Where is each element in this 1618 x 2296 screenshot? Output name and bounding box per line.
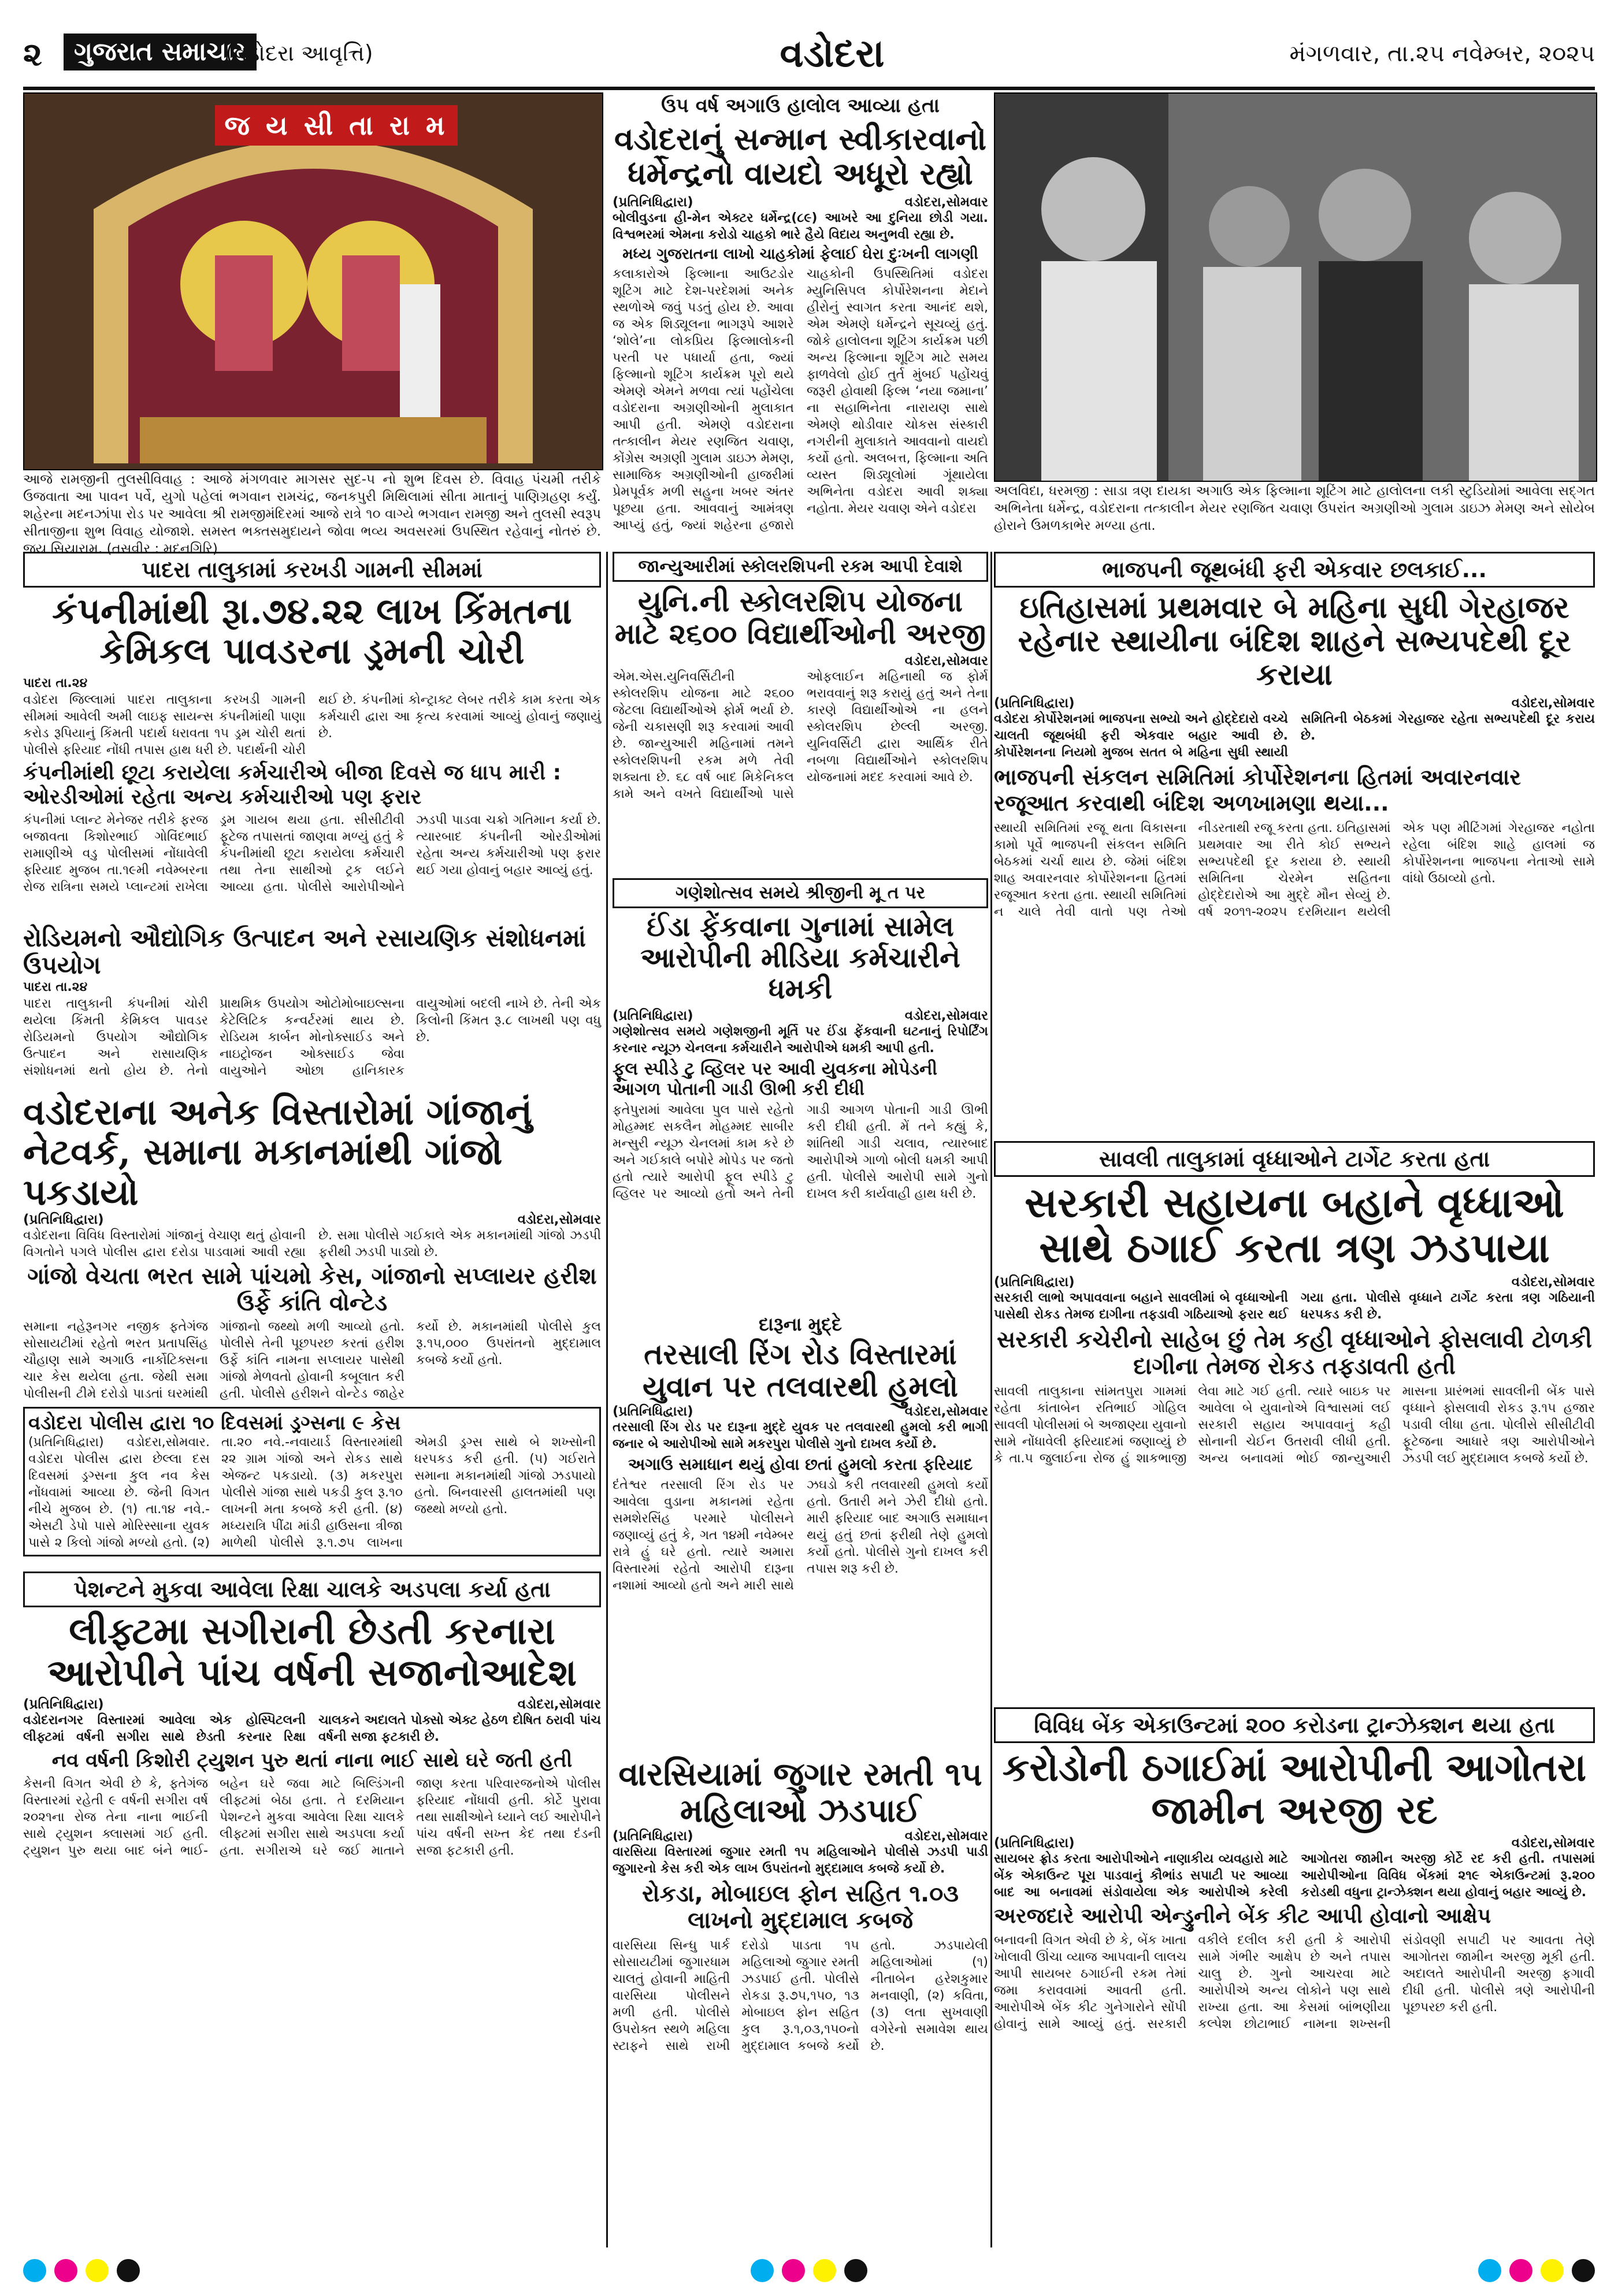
- article-rhodium: [23, 924, 601, 1086]
- lead: તરસાલી રિંગ રોડ પર દારૂના મુદ્દે યુવક પર તલવારથી હુમલો કરી ભાગી જનાર બે આરોપીઓ સામે મકરપુરા પોલીસે ગુનો દાખલ કર્યો છે.: [613, 1420, 988, 1451]
- registration-dot: [782, 2259, 805, 2282]
- article-ganesh: [613, 878, 988, 1306]
- subhead: અગાઉ સમાધાન થયું હોવા છતાં હુમલો કરતા ફરિયાદ: [628, 1455, 973, 1474]
- article-tarsali: [613, 1312, 988, 1751]
- lead: ગણેશોત્સવ સમયે ગણેશજીની મૂર્તિ પર ઈંડા ફેંકવાની ઘટનાનું રિપોર્ટિંગ કરનાર ન્યૂઝ ચેનલના કર્મચારીને આરોપીએ ધમકી આપી હતી.: [613, 1024, 988, 1056]
- issue-date: મંગળવાર, તા.૨૫ નવેમ્બર, ૨૦૨૫: [1289, 40, 1595, 67]
- subhead: ભાજપની સંકલન સમિતિમાં કોર્પોરેશનના હિતમાં અવારનવાર રજૂઆત કરવાથી બંદિશ અળખામણા થયા...: [994, 764, 1521, 816]
- headline: તરસાલી રિંગ રોડ વિસ્તારમાં યુવાન પર તલવારથી હુમલો: [642, 1337, 959, 1403]
- column-rule: [606, 552, 608, 2247]
- registration-dot: [1541, 2259, 1564, 2282]
- registration-bar: [23, 2256, 1595, 2285]
- temple-caption: આજે રામજીની તુલસીવિવાહ : આજે મંગળવાર માગસર સુદ-૫ નો શુભ દિવસ છે. વિવાહ પંચમી તરીકે ઉજવાતા આ પાવન પર્વે, યુગો પહેલાં ભગવાન રામચંદ્ર, જનકપુરી મિથિલામાં સીતા માતાનું પાણિગ્રહણ કર્યું. શહેરના મદનઝાંપા રોડ પર આવેલા શ્રી રામજીમંદિરમાં આજે રાત્રે ૧૦ વાગ્યે ભગવાન રામજી અને તુલસી સ્વરૂપ સીતાજીના શુભ વિવાહ યોજાશે. સમસ્ત ભક્તસમુદાયને જોવા ભવ્ય અવસરમાં ઉપસ્થિત રહેવાનું નોતરું છે. જય સિયારામ. (તસવીર : મદનગિરિ): [23, 472, 601, 556]
- body-text: કેસની વિગત એવી છે કે, ફતેગંજ વિસ્તારમાં રહેતી ૯ વર્ષની સગીરા વર્ષ ૨૦૨૧ના રોજ તેના નાના ભાઈની સાથે ટ્યુશન ક્લાસમાં ગઈ હતી. ટ્યુશન પુરુ થયા બાદ બંને ભાઈ-બહેન ઘરે જવા માટે બિલ્ડિંગની લીફ્ટમાં બેઠા હતા. તે દરમિયાન પેશન્ટને મુકવા આવેલા રિક્ષા ચાલકે લીફ્ટમાં સગીરા સાથે અડપલા કર્યા હતા. સગીરાએ ઘરે જઈ માતાને જાણ કરતા પરિવારજનોએ પોલીસ ફરિયાદ નોંધાવી હતી. કોર્ટે પુરાવા તથા સાક્ષીઓને ધ્યાને લઈ આરોપીને પાંચ વર્ષની સખ્ત કેદ તથા દંડની સજા ફટકારી હતી.: [23, 1777, 601, 1859]
- lead: વડોદરા કોર્પોરેશનમાં ભાજપના સભ્યો અને હોદ્દેદારો વચ્ચે ચાલતી જૂથબંધી ફરી એકવાર બહાર આવી છે. કોર્પોરેશનના નિયમો મુજબ સતત બે મહિના સુધી સ્થાયી સમિતિની બેઠકમાં ગેરહાજર રહેતા સભ્યપદેથી દૂર કરાય છે.: [994, 711, 1595, 760]
- folio-header: [23, 23, 1595, 90]
- headline: વડોદરાનું સન્માન સ્વીકારવાનો ધર્મેન્દ્રનો વાયદો અધૂરો રહ્યો: [614, 120, 987, 192]
- body-text-2: કંપનીમાં પ્લાન્ટ મેનેજર તરીકે ફરજ બજાવતા કિશોરભાઈ ગોવિંદભાઈ રામાણીએ વડુ પોલીસમાં નોંધાવેલી ફરિયાદ મુજબ તા.૧૯મી નવેમ્બરના રોજ રાત્રિના સમયે પ્લાન્ટમાં રાખેલા ડ્રમ ગાયબ થયા હતા. સીસીટીવી ફૂટેજ તપાસતાં જાણવા મળ્યું હતું કે કંપનીમાંથી છૂટા કરાયેલા કર્મચારી તથા તેના સાથીઓ ટ્રક લઈને આવ્યા હતા. પોલીસે આરોપીઓને ઝડપી પાડવા ચક્રો ગતિમાન કર્યા છે. ત્યારબાદ કંપનીની ઓરડીઓમાં રહેતા અન્ય કર્મચારીઓ પણ ફરાર થઈ ગયા હોવાનું બહાર આવ્યું હતું.: [23, 812, 601, 894]
- article-bank: [994, 1707, 1595, 2247]
- byline: (પ્રતિનિધિદ્વારા) વડોદરા,સોમવાર: [613, 1829, 988, 1844]
- lead: વડોદરાના વિવિધ વિસ્તારોમાં ગાંજાનું વેચાણ થતું હોવાની વિગતોને પગલે પોલીસ દ્વારા દરોડા પાડવામાં આવી રહ્યા છે. સમા પોલીસે ગઈકાલે એક મકાનમાંથી ગાંજો ઝડપી ફરીથી ઝડપી પાડ્યો છે.: [23, 1228, 601, 1260]
- lead: વડોદરાનગર વિસ્તારમાં આવેલા એક હોસ્પિટલની લીફ્ટમાં વર્ષની સગીરા સાથે છેડતી કરનાર રિક્ષા ચાલકને અદાલતે પોક્સો એક્ટ હેઠળ દોષિત ઠરાવી પાંચ વર્ષની સજા ફટકારી છે.: [23, 1713, 601, 1745]
- box-body: (પ્રતિનિધિદ્વારા) વડોદરા,સોમવાર. વડોદરા પોલીસ દ્વારા છેલ્લા દસ દિવસમાં ડ્રગ્સના કુલ નવ કેસ નોંધવામાં આવ્યા છે. જેની વિગત નીચે મુજબ છે. (૧) તા.૧૪ નવે.-એસટી ડેપો પાસે મોરિસ્સાના યુવક પાસે ૨ કિલો ગાંજો મળ્યો હતો. (૨) તા.૨૦ નવે.-નવાયાર્ડ વિસ્તારમાંથી ૨૨ ગ્રામ ગાંજો અને રોકડ સાથે એજન્ટ પકડાયો. (૩) મકરપુરા પોલીસે ગાંજા સાથે પકડી કુલ રૂ.૧૦ લાખની મતા કબજે કરી હતી. (૪) મધ્યરાત્રિ પીંઢા માંડી હાઉસના ત્રીજા માળેથી પોલીસે રૂ.૧.૭૫ લાખના એમડી ડ્રગ્સ સાથે બે શખ્સોની ધરપકડ કરી હતી. (૫) ગઈરાતે સમાના મકાનમાંથી ગાંજો ઝડપાયો હતો. બિનવારસી હાલતમાંથી પણ જથ્થો મળ્યો હતો.: [28, 1435, 596, 1551]
- body-text: સાવલી તાલુકાના સાંમતપુરા ગામમાં રહેતા કાંતાબેન રતિભાઈ ગોહિલ સાવલી પોલીસમાં બે અજાણ્યા યુવાનો સામે નોંધાવેલી ફરિયાદમાં જણાવ્યું છે કે તા.૫ જુલાઈના રોજ હું શાકભાજી લેવા માટે ગઈ હતી. ત્યારે બાઇક પર આવેલા બે યુવાનોએ વિશ્વાસમાં લઈ સરકારી સહાય અપાવવાનું કહી સોનાની ચેઈન ઉતરાવી લીધી હતી. અન્ય બનાવમાં ભોઈ જાન્યુઆરી માસના પ્રારંભમાં સાવલીની બેંક પાસે વૃધ્ધાને ફોસલાવી રોકડ રૂ.૧૫ હજાર પડાવી લીધા હતા. પોલીસે સીસીટીવી ફૂટેજના આધારે ત્રણ આરોપીઓને ઝડપી લઈ મુદ્દામાલ કબજે કર્યો છે.: [994, 1384, 1595, 1466]
- registration-dots-left: [23, 2259, 140, 2282]
- lead: સરકારી લાભો અપાવવાના બહાને સાવલીમાં બે વૃધ્ધાઓની પાસેથી રોકડ તેમજ દાગીના તફડાવી ગઠિયાઓ ફરાર થઈ ગયા હતા. પોલીસે વૃધ્ધાને ટાર્ગેટ કરતા ત્રણ ગઠિયાની ધરપકડ કરી છે.: [994, 1290, 1595, 1322]
- lead: બોલીવુડના હી-મેન એક્ટર ધર્મેન્દ્ર(૮૯) આખરે આ દુનિયા છોડી ગયા. વિશ્વભરમાં એમના કરોડો ચાહકો ભારે હૈયે વિદાય અનુભવી રહ્યા છે.: [613, 210, 988, 242]
- article-padra: [23, 552, 601, 922]
- registration-dot: [844, 2259, 867, 2282]
- dateline: પાદરા તા.૨૪: [23, 675, 88, 690]
- subhead: અરજદારે આરોપી એન્ડ્રુનીને બેંક કીટ આપી હોવાનો આક્ષેપ: [994, 1904, 1491, 1928]
- registration-dot: [117, 2259, 140, 2282]
- byline: (પ્રતિનિધિદ્વારા) વડોદરા,સોમવાર: [23, 1212, 601, 1228]
- kicker: ગણેશોત્સવ સમયે શ્રીજીની મૂ ત પર: [613, 878, 988, 908]
- temple-illustration: [24, 94, 602, 469]
- kicker: વિવિધ બેંક એકાઉન્ટમાં ૨૦૦ કરોડના ટ્રાન્ઝેક્શન થયા હતા: [994, 1707, 1595, 1743]
- headline: કરોડોની ઠગાઈમાં આરોપીની આગોતરા જામીન અરજી રદ: [1002, 1745, 1587, 1833]
- box-title: વડોદરા પોલીસ દ્વારા ૧૦ દિવસમાં ડ્રગ્સના ૯ કેસ: [28, 1411, 401, 1435]
- subhead: સરકારી કચેરીનો સાહેબ છું તેમ કહી વૃધ્ધાઓને ફોસલાવી ટોળકી દાગીના તેમજ રોકડ તફડાવતી હતી: [996, 1326, 1593, 1380]
- article-varasiya: [613, 1756, 988, 2247]
- byline: (પ્રતિનિધિદ્વારા) વડોદરા,સોમવાર: [994, 695, 1595, 711]
- kicker: પેશન્ટને મુકવા આવેલા રિક્ષા ચાલકે અડપલા કર્યા હતા: [23, 1571, 601, 1607]
- body-text: એમ.એસ.યુનિવર્સિટીની સ્કોલરશિપ યોજના માટે ૨૬૦૦ જેટલા વિદ્યાર્થીઓએ ફોર્મ ભર્યા છે. જેની ચકાસણી શરૂ કરવામાં આવી છે. જાન્યુઆરી મહિનામાં તમને સ્કોલરશિપની રકમ મળે તેવી શક્યતા છે. ૬૮ વર્ષ બાદ મિકેનિકલ કામે અને વખતે વિદ્યાર્થીઓ પાસે ઓફલાઈન મહિનાથી જ ફોર્મ ભરાવવાનું શરૂ કરાયું હતું અને તેના કારણે વિદ્યાર્થીઓએ ના હલને સ્કોલરશિપ છેલ્લી અરજી. યુનિવર્સિટી દ્વારા આર્થિક રીતે નબળા વિદ્યાર્થીઓને સ્કોલરશિપ યોજનામાં મદદ કરવામાં આવે છે.: [613, 670, 988, 801]
- kicker: ભાજપની જૂથબંધી ફરી એકવાર છલકાઈ...: [994, 552, 1595, 588]
- page-number: ૨: [23, 36, 42, 73]
- body-text: બનાવની વિગત એવી છે કે, બેંક ખાતા ખોલાવી ઊંચા વ્યાજ આપવાની લાલચ આપી સાયબર ઠગાઈની રકમ તેમાં જમા કરાવવામાં આવતી હતી. આરોપીએ બેંક કીટ ગુનેગારોને સોંપી હોવાનું સામે આવ્યું હતું. સરકારી વકીલે દલીલ કરી હતી કે આરોપી સામે ગંભીર આક્ષેપ છે અને તપાસ ચાલુ છે. ગુનો આચરવા માટે આરોપીએ અન્ય લોકોને પણ સાથે રાખ્યા હતા. આ કેસમાં બાંભણીયા કલ્પેશ છોટાભાઈ નામના શખ્સની સંડોવણી સપાટી પર આવતા તેણે આગોતરા જામીન અરજી મૂકી હતી. અદાલતે આરોપીની અરજી ફગાવી દીધી હતી. પોલીસે ત્રણે આરોપીની પૂછપરછ કરી હતી.: [994, 1933, 1595, 2031]
- kicker: દારૂના મુદ્દે: [759, 1313, 842, 1335]
- newspaper-name: ગુજરાત સમાચાર: [64, 34, 257, 70]
- dateline: પાદરા તા.૨૪: [23, 980, 88, 995]
- headline: કંપનીમાંથી રૂા.૭૪.૨૨ લાખ કિંમતના કેમિકલ પાવડરના ડ્રમની ચોરી: [52, 590, 572, 673]
- city-title: વડોદરા: [780, 31, 885, 76]
- registration-dot: [54, 2259, 77, 2282]
- drug-cases-box: [23, 1407, 601, 1556]
- column-rule: [990, 552, 992, 2247]
- byline: (પ્રતિનિધિદ્વારા) વડોદરા,સોમવાર: [613, 194, 988, 210]
- body-text: વડોદરા જિલ્લામાં પાદરા તાલુકાના કરખડી ગામની સીમમાં આવેલી અમી લાઇફ સાયન્સ કંપનીમાંથી પાણા કરોડ રૂપિયાનું કિંમતી પદાર્થ ધરાવતા ૧૫ ડ્રમ ચોરી થતાં પોલીસે ફરિયાદ નોંધી તપાસ હાથ ધરી છે. પદાર્થની ચોરી થઈ છે. કંપનીમાં કોન્ટ્રાક્ટ લેબર તરીકે કામ કરતા એક કર્મચારી દ્વારા આ કૃત્ય કરવામાં આવ્યું હોવાનું જણાયું છે.: [23, 692, 601, 757]
- body-text: ફતેપુરામાં આવેલા પુલ પાસે રહેતો મોહમ્મદ સકલૈન મોહમ્મદ સાબીર મન્સુરી ન્યૂઝ ચેનલમાં કામ કરે છે અને ગઈકાલે બપોરે મોપેડ પર જતો હતો ત્યારે આરોપી ફૂલ સ્પીડે ટુ વ્હિલર પર આવ્યો હતો અને તેની ગાડી આગળ પોતાની ગાડી ઊભી કરી દીધી હતી. મેં તને કહ્યું કે, શાંતિથી ગાડી ચલાવ, ત્યારબાદ આરોપીએ ગાળો બોલી ધમકી આપી હતી. પોલીસે આરોપી સામે ગુનો દાખલ કરી કાર્યવાહી હાથ ધરી છે.: [613, 1103, 988, 1202]
- kicker: સાવલી તાલુકામાં વૃધ્ધાઓને ટાર્ગેટ કરતા હતા: [994, 1141, 1595, 1177]
- registration-dot: [813, 2259, 836, 2282]
- byline: (પ્રતિનિધિદ્વારા) વડોદરા,સોમવાર: [23, 1697, 601, 1712]
- headline: લીફ્ટમા સગીરાની છેડતી કરનારા આરોપીને પાંચ વર્ષની સજાનોઆદેશ: [47, 1610, 577, 1695]
- byline: વડોદરા,સોમવાર: [904, 653, 988, 668]
- temple-banner: જ ય સી તા રા મ: [215, 105, 458, 146]
- lead: વારસિયા વિસ્તારમાં જુગાર રમતી ૧૫ મહિલાઓને પોલીસે ઝડપી પાડી જુગારનો કેસ કરી એક લાખ ઉપરાંતનો મુદ્દામાલ કબજે કર્યો છે.: [613, 1845, 988, 1877]
- body-text: વારસિયા સિન્ધુ પાર્ક સોસાયટીમાં જુગારધામ ચાલતું હોવાની માહિતી વારસિયા પોલીસને મળી હતી. પોલીસે ઉપરોક્ત સ્થળે મહિલા સ્ટાફને સાથે રાખી દરોડો પાડતા ૧૫ મહિલાઓ જુગાર રમતી ઝડપાઈ હતી. પોલીસે રોકડા રૂ.૭૫,૧૫૦, ૧૩ મોબાઇલ ફોન સહિત કુલ રૂ.૧,૦૩,૧૫૦નો મુદ્દામાલ કબજે કર્યો હતો. ઝડપાયેલી મહિલાઓમાં (૧) નીતાબેન હરેશકુમાર મનવાણી, (૨) કવિતા, (૩) લતા સુખવાણી વગેરેનો સમાવેશ થાય છે.: [613, 1938, 988, 2054]
- article-ganja: [23, 1092, 601, 1566]
- article-scholarship: [613, 552, 988, 875]
- subhead: કંપનીમાંથી છૂટા કરાયેલા કર્મચારીએ બીજા દિવસે જ ધાપ મારી : ઓરડીઓમાં રહેતા અન્ય કર્મચારીઓ પણ ફરાર: [23, 760, 562, 809]
- registration-dot: [23, 2259, 46, 2282]
- byline: (પ્રતિનિધિદ્વારા) વડોદરા,સોમવાર: [994, 1274, 1595, 1290]
- registration-dot: [1572, 2259, 1595, 2282]
- registration-dot: [1478, 2259, 1501, 2282]
- subhead: ફૂલ સ્પીડે ટુ વ્હિલર પર આવી યુવકના મોપેડની આગળ પોતાની ગાડી ઊભી કરી દીધી: [613, 1059, 937, 1100]
- byline: (પ્રતિનિધિદ્વારા) વડોદરા,સોમવાર: [994, 1835, 1595, 1851]
- headline: વડોદરાના અનેક વિસ્તારોમાં ગાંજાનું નેટવર્ક, સમાના મકાનમાંથી ગાંજો પકડાયો: [23, 1091, 532, 1213]
- dharmendra-photo: [994, 92, 1597, 482]
- body-text: સમાના નહેરૂનગર નજીક ફતેગંજ સોસાયટીમાં રહેતો ભરત પ્રતાપસિંહ ચૌહાણ સામે અગાઉ નાર્કોટિક્સના ચાર કેસ થયેલા હતા. જેથી સમા પોલીસની ટીમે દરોડો પાડતાં ઘરમાંથી ગાંજાનો જથ્થો મળી આવ્યો હતો. પોલીસે તેની પૂછપરછ કરતાં હરીશ ઉર્ફે કાંતિ નામના સપ્લાયર પાસેથી ગાંજો મેળવતો હોવાની કબૂલાત કરી હતી. પોલીસે હરીશને વોન્ટેડ જાહેર કર્યો છે. મકાનમાંથી પોલીસે કુલ રૂ.૧૫,૦૦૦ ઉપરાંતનો મુદ્દામાલ કબજે કર્યો હતો.: [23, 1320, 601, 1402]
- subhead: ગાંજો વેચતા ભરત સામે પાંચમો કેસ, ગાંજાનો સપ્લાયર હરીશ ઉર્ફે કાંતિ વોન્ટેડ: [27, 1263, 597, 1317]
- body-text: પાદરા તાલુકાની કંપનીમાં ચોરી થયેલા કિંમતી કેમિકલ પાવડર રોડિયમનો ઉપયોગ ઔદ્યોગિક ઉત્પાદન અને રાસાયણિક સંશોધનમાં થતો હોય છે. તેનો પ્રાથમિક ઉપયોગ ઓટોમોબાઇલ્સના કેટેલિટિક કન્વર્ટરમાં થાય છે. રોડિયમ કાર્બન મોનોક્સાઈડ અને નાઇટ્રોજન ઓક્સાઈડ જેવા વાયુઓને ઓછા હાનિકારક વાયુઓમાં બદલી નાખે છે. તેની એક કિલોની કિંમત રૂ.૮ લાખથી પણ વધુ છે.: [23, 997, 601, 1079]
- registration-dots-right: [1478, 2259, 1595, 2282]
- kicker: જાન્યુઆરીમાં સ્કોલરશિપની રકમ આપી દેવાશે: [613, 552, 988, 582]
- kicker: ઉપ વર્ષ અગાઉ હાલોલ આવ્યા હતા: [661, 94, 940, 117]
- body-text: દંતેશ્વર તરસાલી રિંગ રોડ પર આવેલા વુડાના મકાનમાં રહેતા સમશેરસિંહ પરમારે પોલીસને જણાવ્યું હતું કે, ગત ૧૪મી નવેમ્બર રાત્રે હું ઘરે હતો. ત્યારે અમારા વિસ્તારમાં રહેતો આરોપી દારૂના નશામાં આવ્યો હતો અને મારી સાથે ઝઘડો કરી તલવારથી હુમલો કર્યો હતો. ઉતારી મને ઝેરી દીધો હતો. મારી ફરિયાદ બાદ અગાઉ સમાધાન થયું હતું છતાં ફરીથી તેણે હુમલો કર્યો હતો. પોલીસે ગુનો દાખલ કરી તપાસ શરૂ કરી છે.: [613, 1478, 988, 1593]
- byline: (પ્રતિનિધિદ્વારા) વડોદરા,સોમવાર: [613, 1008, 988, 1024]
- headline: વારસિયામાં જુગાર રમતી ૧૫ મહિલાઓ ઝડપાઈ: [618, 1755, 982, 1830]
- subhead: નવ વર્ષની કિશોરી ટ્યુશન પુરુ થતાં નાના ભાઈ સાથે ઘરે જતી હતી: [51, 1749, 573, 1773]
- registration-dots-center: [751, 2259, 867, 2282]
- headline: રોડિયમનો ઔદ્યોગિક ઉત્પાદન અને રસાયણિક સંશોધનમાં ઉપયોગ: [23, 924, 586, 980]
- temple-photo: [23, 92, 603, 470]
- article-bjp: [994, 552, 1595, 1135]
- subhead: મધ્ય ગુજરાતના લાખો ચાહકોમાં ફેલાઈ ઘેરા દુઃખની લાગણી: [622, 245, 978, 263]
- headline: યુનિ.ની સ્કોલરશિપ યોજના માટે ૨૬૦૦ વિદ્યાર્થીઓની અરજી: [614, 584, 986, 651]
- registration-dot: [751, 2259, 774, 2282]
- article-savli: [994, 1141, 1595, 1701]
- headline: ઈંડા ફેંકવાના ગુનામાં સામેલ આરોપીની મીડિયા કર્મચારીને ધમકી: [640, 911, 960, 1005]
- edition: (વડોદરા આવૃત્તિ): [225, 40, 373, 66]
- body-text: સ્થાયી સમિતિમાં રજૂ થતા વિકાસના કામો પૂર્વે ભાજપની સંકલન સમિતિ બેઠકમાં ચર્ચા થાય છે. જેમાં બંદિશ શાહ અવારનવાર કોર્પોરેશનના હિતમાં રજૂઆત કરતા હતા. સ્થાયી સમિતિમાં ન ચાલે તેવી વાતો પણ તેઓ નીડરતાથી રજૂ કરતા હતા. ઇતિહાસમાં પ્રથમવાર આ રીતે કોઈ સભ્યને સભ્યપદેથી દૂર કરાયા છે. સ્થાયી સમિતિના ચેરમેન સહિતના હોદ્દેદારોએ આ મુદ્દે મૌન સેવ્યું છે. વર્ષ ૨૦૧૧-૨૦૨૫ દરમિયાન થયેલી એક પણ મીટિંગમાં ગેરહાજર નહોતા રહેલા બંદિશ શાહે હાલમાં જ કોર્પોરેશનના ભાજપના નેતાઓ સામે વાંધો ઉઠાવ્યો હતો.: [994, 820, 1595, 919]
- kicker: પાદરા તાલુકામાં કરખડી ગામની સીમમાં: [23, 552, 601, 588]
- headline: સરકારી સહાયના બહાને વૃધ્ધાઓ સાથે ઠગાઈ કરતા ત્રણ ઝડપાયા: [1025, 1179, 1564, 1272]
- dharmendra-group-illustration: [995, 94, 1596, 481]
- article-dharmendra: [613, 92, 988, 549]
- lead: સાયબર ફ્રોડ કરતા આરોપીઓને નાણાકીય વ્યવહારો માટે બેંક એકાઉન્ટ પૂરા પાડવાનું કૌભાંડ સપાટી પર આવ્યા બાદ આ બનાવમાં સંડોવાયેલા એક આરોપીએ કરેલી આગોતરા જામીન અરજી કોર્ટે રદ કરી હતી. તપાસમાં આરોપીઓના વિવિધ બેંકમાં ૨૧૯ એકાઉન્ટમાં રૂ.૨૦૦ કરોડથી વધુના ટ્રાન્ઝેક્શન થયા હોવાનું બહાર આવ્યું છે.: [994, 1851, 1595, 1900]
- dharmendra-caption: અલવિદા, ધરમજી : સાડા ત્રણ દાયકા અગાઉ એક ફિલ્માના શૂટિંગ માટે હાલોલના લકી સ્ટુડિયોમાં આવેલા સદ્ગત અભિનેતા ધર્મેન્દ્ર, વડોદરાના તત્કાલીન મેયર રણજિત ચવાણ ઉપરાંત અગ્રણીઓ ગુલામ ડાઇઝ મેમણ અને સોયેબ હોરાને ઉમળકાભેર મળ્યા હતા.: [994, 484, 1595, 533]
- article-lift: [23, 1571, 601, 2247]
- registration-dot: [86, 2259, 109, 2282]
- headline: ઇતિહાસમાં પ્રથમવાર બે મહિના સુધી ગેરહાજર રહેનાર સ્થાયીના બંદિશ શાહને સભ્યપદેથી દૂર કરાયા: [1018, 590, 1571, 693]
- byline: (પ્રતિનિધિદ્વારા) વડોદરા,સોમવાર: [613, 1404, 988, 1419]
- registration-dot: [1509, 2259, 1532, 2282]
- subhead: રોકડા, મોબાઇલ ફોન સહિત ૧.૦૩ લાખનો મુદ્દામાલ કબજે: [642, 1881, 959, 1934]
- body-text: કલાકારોએ ફિલ્માના આઉટડોર શૂટિંગ માટે દેશ-પરદેશમાં અનેક સ્થળોએ જવું પડતું હોય છે. આવા જ એક શિડ્યૂલના ભાગરૂપે આશરે ‘શોલે’ના લોકપ્રિય ફિલ્માલોકની પરતી પર પધાર્યા હતા, જ્યાં ફિલ્માનો શૂટિંગ કાર્યક્રમ પૂરો થયે એમણે એમને મળવા ત્યાં પહોંચેલા વડોદરાના અગ્રણીઓની મુલાકાત આપી હતી. એમણે વડોદરાના તત્કાલીન મેયર રણજિત ચવાણ, કોંગ્રેસ અગ્રણી ગુલામ ડાઇઝ મેમણ, સામાજિક અગ્રણીઓની હાજરીમાં પ્રેમપૂર્વક મળી સહુના ખબર અંતર પૂછયા હતા. આવવાનું આમંત્રણ આપ્યું હતું, જ્યાં શહેરના હજારો ચાહકોની ઉપસ્થિતિમાં વડોદરા મ્યુનિસિપલ કોર્પોરેશનના મેદાને હીરોનું સ્વાગત કરતા આનંદ થશે, એમ એમણે ધર્મેન્દ્રને સૂચવ્યું હતું. જોકે હાલોલના શૂટિંગ કાર્યક્રમ પછી અન્ય ફિલ્માના શૂટિંગ માટે સમય ફાળવેલો હોઈ તુર્ત મુંબઈ પહોંચવું જરૂરી હોવાથી ફિલ્મ ‘નયા જમાના’ ના સહાભિનેતા નારાયણ સાથે એમણે થોડીવાર ચોકસ સંસ્કારી નગરીની મુલાકાતે આવવાનો વાયદો કર્યો હતો. અલબત્ત, ફિલ્માના અતિ વ્યસ્ત શિડ્યૂલોમાં ગૂંથાયેલા અભિનેતા વડોદરા આવી શક્યા નહોતા. મેયર ચવાણ એને વડોદરા: [613, 266, 988, 533]
